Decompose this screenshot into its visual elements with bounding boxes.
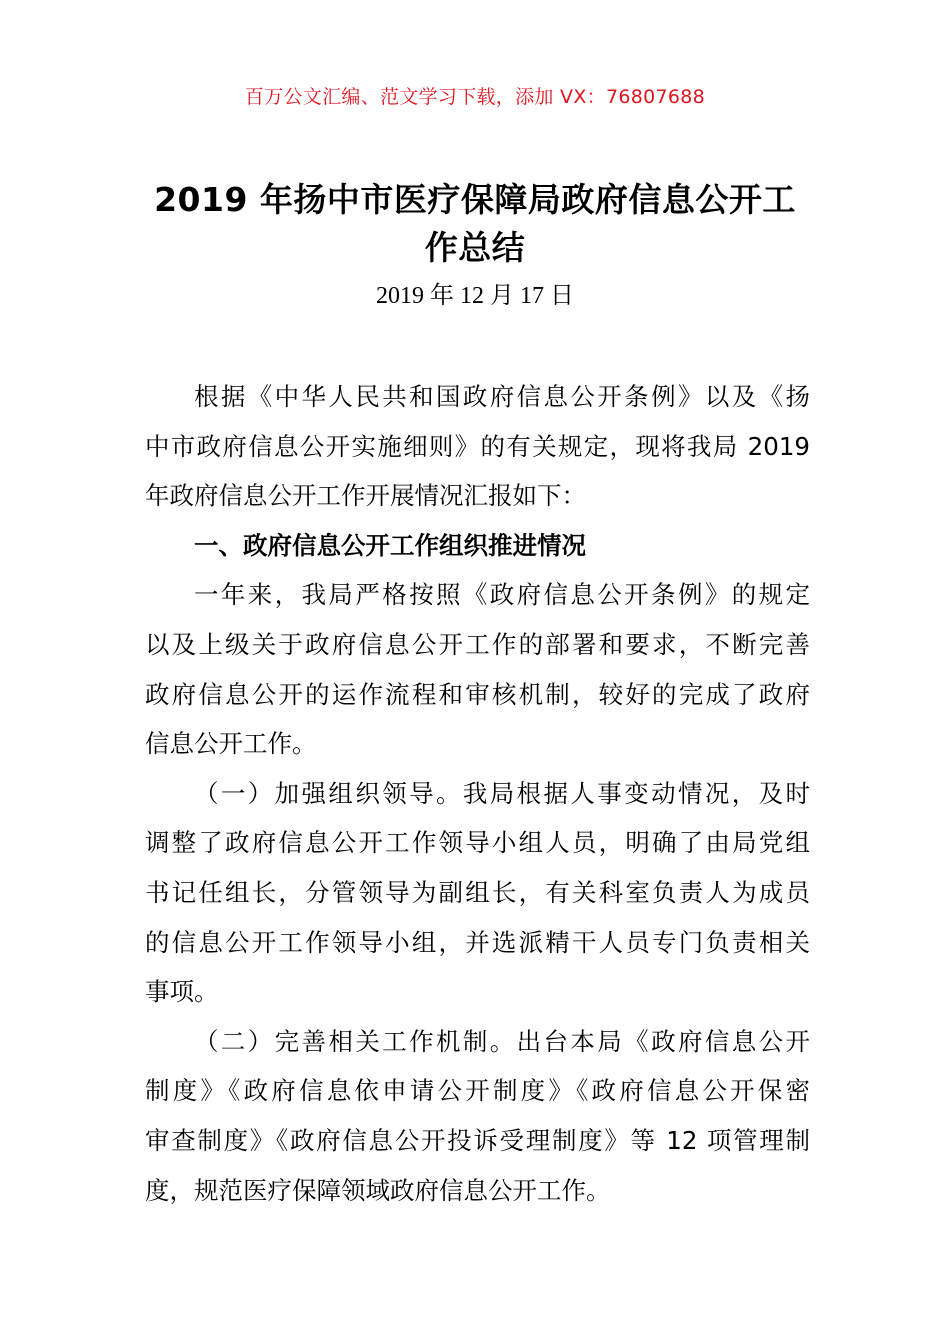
section-heading-text: 一、政府信息公开工作组织推进情况 <box>194 530 586 560</box>
paragraph-line: 中市政府信息公开实施细则》的有关规定，现将我局 2019 <box>145 431 810 461</box>
paragraph-line: （一）加强组织领导。我局根据人事变动情况，及时 <box>194 778 810 808</box>
paragraph-intro <box>145 372 810 521</box>
paragraph-line: 的信息公开工作领导小组，并选派精干人员专门负责相关 <box>145 927 810 957</box>
paragraph-line: 一年来，我局严格按照《政府信息公开条例》的规定 <box>194 580 810 610</box>
paragraph-line: 书记任组长，分管领导为副组长，有关科室负责人为成员 <box>145 877 810 907</box>
watermark-banner: 百万公文汇编、范文学习下载，添加 VX：76807688 <box>244 86 706 108</box>
paragraph-mechanism <box>145 1017 810 1215</box>
paragraph-line: 审查制度》《政府信息公开投诉受理制度》等 12 项管理制 <box>145 1125 810 1155</box>
document-date: 2019 年 12 月 17 日 <box>376 283 574 309</box>
paragraph-line: 调整了政府信息公开工作领导小组人员，明确了由局党组 <box>145 828 810 858</box>
paragraph-line: 根据《中华人民共和国政府信息公开条例》以及《扬 <box>194 382 810 411</box>
paragraph-overview <box>145 570 810 768</box>
document-body <box>145 372 810 1215</box>
document-title <box>120 176 830 272</box>
paragraph-line: 制度》《政府信息依申请公开制度》《政府信息公开保密 <box>145 1076 810 1106</box>
paragraph-line: 信息公开工作。 <box>145 729 317 759</box>
paragraph-line: 度，规范医疗保障领域政府信息公开工作。 <box>145 1175 611 1205</box>
paragraph-line: 事项。 <box>145 977 219 1007</box>
title-line-1: 2019 年扬中市医疗保障局政府信息公开工 <box>154 180 796 219</box>
paragraph-line: 年政府信息公开工作开展情况汇报如下： <box>145 481 586 511</box>
paragraph-leadership <box>145 769 810 1017</box>
paragraph-line: 以及上级关于政府信息公开工作的部署和要求，不断完善 <box>145 629 810 659</box>
paragraph-line: 政府信息公开的运作流程和审核机制，较好的完成了政府 <box>145 679 810 709</box>
paragraph-line: （二）完善相关工作机制。出台本局《政府信息公开 <box>194 1026 810 1056</box>
section-heading <box>145 521 810 571</box>
title-line-2: 作总结 <box>424 228 526 267</box>
